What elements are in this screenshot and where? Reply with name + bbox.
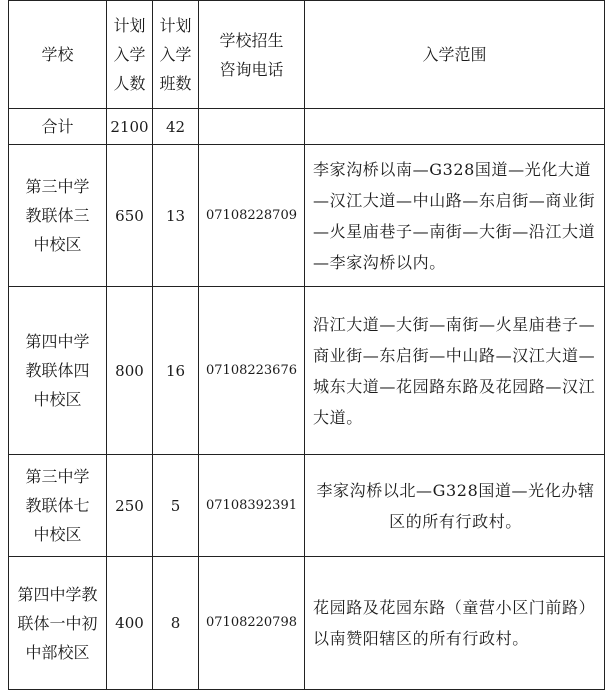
enrollment-range: 沿江大道—大街—南街—火星庙巷子—商业街—东启街—中山路—汉江大道—城东大道—花园路东路及花园路—汉江大道。 xyxy=(305,287,605,455)
table-row xyxy=(9,145,605,287)
plan-students: 250 xyxy=(107,455,153,557)
total-classes: 42 xyxy=(153,109,199,145)
enrollment-range: 李家沟桥以北—G328国道—光化办辖区的所有行政村。 xyxy=(305,455,605,557)
school-name: 第三中学教联体三中校区 xyxy=(9,145,107,287)
total-row xyxy=(9,109,605,145)
school-name: 第四中学教联体一中初中部校区 xyxy=(9,557,107,690)
header-row xyxy=(9,1,605,109)
phone-number: 07108228709 xyxy=(199,145,305,287)
plan-students: 650 xyxy=(107,145,153,287)
plan-classes: 13 xyxy=(153,145,199,287)
plan-students: 400 xyxy=(107,557,153,690)
header-school: 学校 xyxy=(9,1,107,109)
plan-classes: 5 xyxy=(153,455,199,557)
phone-number: 07108392391 xyxy=(199,455,305,557)
total-students: 2100 xyxy=(107,109,153,145)
header-plan-classes: 计划入学班数 xyxy=(153,1,199,109)
header-range: 入学范围 xyxy=(305,1,605,109)
plan-classes: 8 xyxy=(153,557,199,690)
table-row xyxy=(9,287,605,455)
plan-classes: 16 xyxy=(153,287,199,455)
school-name: 第四中学教联体四中校区 xyxy=(9,287,107,455)
table-row xyxy=(9,455,605,557)
phone-number: 07108220798 xyxy=(199,557,305,690)
enrollment-table xyxy=(8,0,605,690)
total-phone-empty xyxy=(199,109,305,145)
total-label: 合计 xyxy=(9,109,107,145)
total-range-empty xyxy=(305,109,605,145)
header-phone: 学校招生咨询电话 xyxy=(199,1,305,109)
enrollment-range: 李家沟桥以南—G328国道—光化大道—汉江大道—中山路—东启街—商业街—火星庙巷子—南街—大街—沿江大道—李家沟桥以内。 xyxy=(305,145,605,287)
header-plan-students: 计划入学人数 xyxy=(107,1,153,109)
school-name: 第三中学教联体七中校区 xyxy=(9,455,107,557)
phone-number: 07108223676 xyxy=(199,287,305,455)
enrollment-range: 花园路及花园东路（童营小区门前路）以南赞阳辖区的所有行政村。 xyxy=(305,557,605,690)
plan-students: 800 xyxy=(107,287,153,455)
table-row xyxy=(9,557,605,690)
